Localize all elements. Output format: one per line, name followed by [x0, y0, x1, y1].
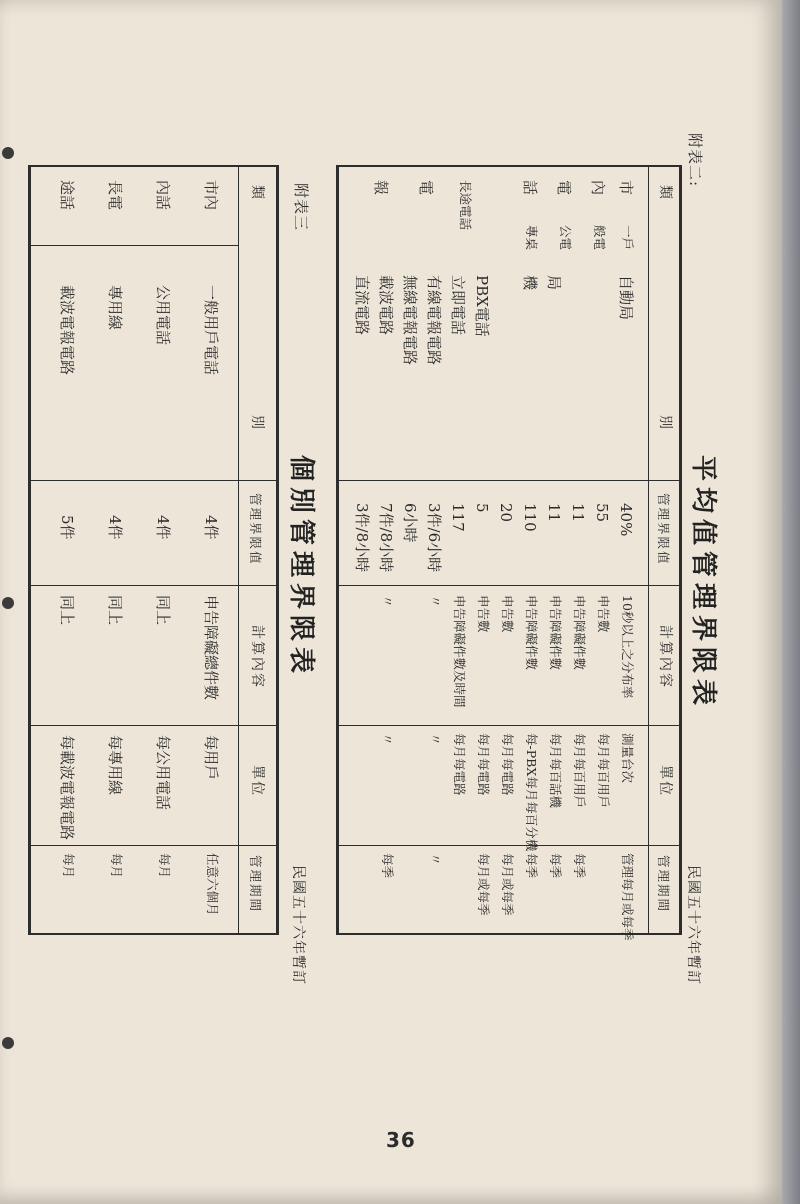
table2-header-period: 管理期間	[248, 855, 263, 914]
group-label: 話	[521, 180, 539, 196]
table2-cell-calc: 申告障礙總件數	[202, 595, 220, 701]
table1-cell-type: 直流電路	[353, 275, 371, 336]
table1-cell-calc: 申告數	[476, 595, 491, 633]
group-label: 電	[417, 180, 435, 196]
table2-cell-item: 一般用戶電話	[202, 285, 220, 376]
table1-bottom-border	[336, 165, 339, 935]
table1-left-border	[337, 165, 682, 167]
table1-cell-period: 〃	[428, 853, 443, 866]
table1-cell-limit: 7件/8小時	[377, 503, 395, 573]
table1-cell-calc: 申告障礙件數	[548, 595, 563, 671]
group-label: 市	[617, 180, 635, 196]
table1-cell-calc: 申告數	[500, 595, 515, 633]
table1-date: 民國五十六年暫訂	[685, 865, 701, 985]
table1-cell-limit: 55	[593, 503, 611, 523]
table1-cell-unit: 每-PBX每月每百分機	[524, 733, 539, 852]
background-edge	[782, 0, 800, 1204]
table1-cell-unit: 〃	[380, 733, 395, 746]
table2-col-line	[29, 725, 279, 726]
table1-cell-type: 無線電報電路	[401, 275, 419, 366]
table2-top-border	[276, 165, 279, 935]
page-number: 36	[386, 1128, 416, 1152]
group-label: 電	[555, 180, 573, 196]
table1-cell-unit: 〃	[428, 733, 443, 746]
table1-header-unit: 單位	[657, 765, 673, 797]
table2-col-line	[29, 480, 279, 481]
table2-cell-cat: 長電	[106, 180, 124, 211]
table1-cell-period: 每季	[548, 853, 563, 879]
table1-cell-calc: 10秒以上之分布率	[620, 595, 635, 699]
table2-header-line	[238, 165, 239, 935]
table1-cell-period: 每月或每季	[500, 853, 515, 916]
table1-label: 附表二:	[686, 133, 704, 188]
table2-cell-item: 載波電報電路	[58, 285, 76, 376]
table1-cell-period: 每季	[524, 853, 539, 879]
table2-bottom-border	[28, 165, 31, 935]
table2-cell-period: 每月	[61, 853, 76, 879]
table2-col-line	[29, 845, 279, 846]
table1-cell-type: 機	[521, 275, 539, 291]
table1-cell-calc: 〃	[428, 595, 443, 608]
table1-cell-unit: 每月每電路	[452, 733, 467, 796]
sub-label: 一戶	[620, 225, 635, 251]
table1-col-line	[337, 845, 682, 846]
table1-cell-period: 每季	[572, 853, 587, 879]
table2-cell-calc: 同上	[106, 595, 124, 626]
sub-label: 般電	[592, 225, 607, 251]
table2-col-line	[29, 585, 279, 586]
table2-cell-unit: 每公用電話	[154, 735, 172, 811]
group-label: 報	[372, 180, 390, 196]
table2-cell-period: 每月	[157, 853, 172, 879]
table2-cell-item: 專用線	[106, 285, 124, 331]
table2-cell-cat: 途話	[58, 180, 76, 211]
table1-cell-period: 每季	[380, 853, 395, 879]
table2-left-border	[29, 165, 279, 167]
table1-cell-limit: 3件/6小時	[425, 503, 443, 573]
table2-cell-cat: 內話	[154, 180, 172, 211]
table2-header-limit: 管理界限值	[248, 493, 263, 566]
table2-cell-period: 每月	[109, 853, 124, 879]
table1-col-line	[337, 480, 682, 481]
table2-title: 個別管理界限表	[286, 455, 316, 680]
table2-cell-period: 任意六個月	[205, 853, 220, 916]
table2-cell-calc: 同上	[154, 595, 172, 626]
table1-cell-limit: 20	[497, 503, 515, 523]
table2-cell-unit: 每載波電報電路	[58, 735, 76, 841]
table2-cell-cat: 市內	[202, 180, 220, 211]
group-label: 長途電話	[458, 180, 473, 231]
table1-cell-unit: 每月每百用戶	[596, 733, 611, 809]
table1-cell-limit: 11	[569, 503, 587, 523]
table2-cell-limit: 4件	[154, 515, 172, 540]
table1-cell-period: 每月或每季	[476, 853, 491, 916]
table1-header-period: 管理期間	[656, 855, 671, 914]
sub-label: 公電	[558, 225, 573, 251]
table1-title: 平均值管理界限表	[688, 455, 718, 712]
table1-cell-calc: 〃	[380, 595, 395, 608]
table1-cell-limit: 117	[449, 503, 467, 532]
table1-header-sub: 別	[657, 415, 673, 431]
table1-cell-period: 管理每月或每季	[620, 853, 635, 941]
table1-cell-type: 自動局	[617, 275, 635, 321]
table2-label: 附表三	[292, 183, 310, 232]
table2-right-border	[29, 933, 279, 935]
table2-cell-limit: 5件	[58, 515, 76, 540]
table1-header-category: 類	[657, 185, 673, 201]
table1-cell-limit: 11	[545, 503, 563, 523]
table1-cell-limit: 40%	[617, 503, 635, 537]
table1-header-line	[648, 165, 649, 935]
table2-cell-limit: 4件	[106, 515, 124, 540]
table1-cell-calc: 申告障礙件數	[524, 595, 539, 671]
table1-col-line	[337, 725, 682, 726]
table2-cell-unit: 每專用線	[106, 735, 124, 796]
table2-cell-item: 公用電話	[154, 285, 172, 346]
table1-cell-type: 立即電話	[449, 275, 467, 336]
table1-col-line	[337, 585, 682, 586]
table1-cell-unit: 每月每百用戶	[572, 733, 587, 809]
table2-col-line	[29, 245, 239, 246]
table2-header-calc: 計算內容	[249, 625, 265, 689]
table1-cell-limit: 3件/8小時	[353, 503, 371, 573]
table1-cell-type: 局	[545, 275, 563, 291]
table2-header-sub: 別	[249, 415, 265, 431]
table1-cell-unit: 每月每電路	[476, 733, 491, 796]
table2-date: 民國五十六年暫訂	[290, 865, 306, 985]
group-label: 內	[589, 180, 607, 196]
table1-cell-limit: 5	[473, 503, 491, 513]
table1-cell-unit: 每月每電路	[500, 733, 515, 796]
table1-cell-unit: 每月每百話機	[548, 733, 563, 809]
table1-header-limit: 管理界限值	[656, 493, 671, 566]
table1-cell-calc: 申告數	[596, 595, 611, 633]
table2-header-category: 類	[249, 185, 265, 201]
table1-cell-limit: 6小時	[401, 503, 419, 543]
sub-label: 專桌	[524, 225, 539, 251]
table2-header-unit: 單位	[249, 765, 265, 797]
table1-top-border	[679, 165, 682, 935]
table2-cell-unit: 每用戶	[202, 735, 220, 781]
rotated-sheet	[0, 125, 734, 1005]
table1-cell-type: PBX電話	[473, 275, 491, 337]
table1-cell-type: 載波電路	[377, 275, 395, 336]
table1-cell-type: 有線電報電路	[425, 275, 443, 366]
table2-cell-limit: 4件	[202, 515, 220, 540]
table2-cell-calc: 同上	[58, 595, 76, 626]
table1-cell-limit: 110	[521, 503, 539, 532]
table1-cell-unit: 測量台次	[620, 733, 635, 784]
punch-hole	[2, 1037, 14, 1049]
table1-cell-calc: 申告障礙件數	[572, 595, 587, 671]
table1-header-calc: 計算內容	[657, 625, 673, 689]
table1-cell-calc: 申告障礙件數及時間	[452, 595, 467, 708]
